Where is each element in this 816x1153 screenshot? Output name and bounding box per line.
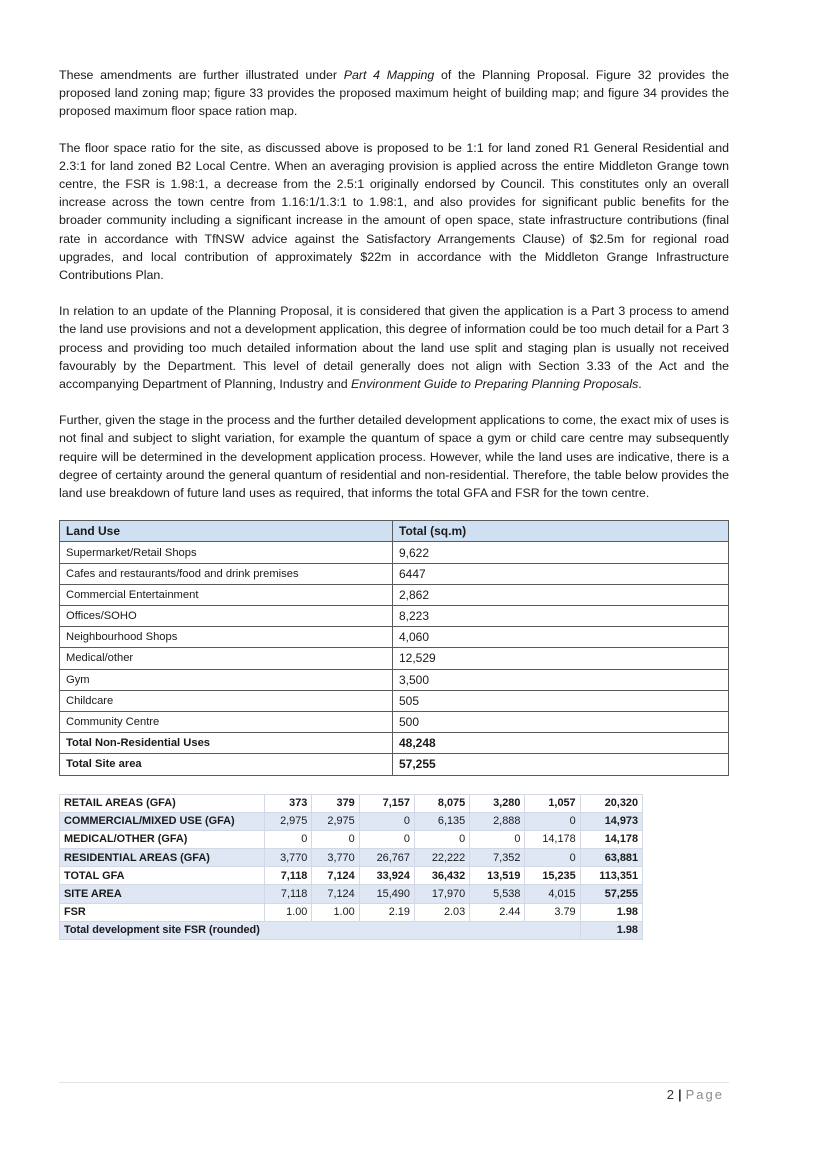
total-cell: 8,223 — [393, 606, 729, 627]
table-row-total-gfa — [60, 867, 643, 885]
footer-divider — [59, 1082, 729, 1083]
total-cell: 48,248 — [393, 733, 729, 754]
total-cell: 1.98 — [580, 903, 642, 921]
total-cell: 3,500 — [393, 669, 729, 690]
land-use-cell: Supermarket/Retail Shops — [60, 542, 393, 563]
paragraph-mapping-reference — [59, 66, 729, 121]
table-row — [60, 627, 729, 648]
total-cell: 9,622 — [393, 542, 729, 563]
value-cell: 8,075 — [414, 794, 469, 812]
value-cell: 36,432 — [414, 867, 469, 885]
value-cell: 3,770 — [265, 849, 312, 867]
table-row-site-area — [60, 885, 643, 903]
value-cell: 0 — [359, 812, 414, 830]
value-cell: 373 — [265, 794, 312, 812]
total-cell: 4,060 — [393, 627, 729, 648]
total-cell: 57,255 — [393, 754, 729, 775]
paragraph-emphasis: Part 4 Mapping — [343, 68, 435, 82]
total-cell: 12,529 — [393, 648, 729, 669]
value-cell: 0 — [265, 830, 312, 848]
table-row — [60, 648, 729, 669]
value-cell: 2,975 — [312, 812, 359, 830]
total-cell: 505 — [393, 690, 729, 711]
value-cell: 0 — [414, 830, 469, 848]
page-footer — [667, 1087, 724, 1102]
total-cell: 14,178 — [580, 830, 642, 848]
value-cell: 7,124 — [312, 885, 359, 903]
page-word: Page — [685, 1087, 724, 1102]
total-cell: 2,862 — [393, 584, 729, 605]
value-cell: 15,235 — [525, 867, 580, 885]
value-cell: 2.19 — [359, 903, 414, 921]
table-row — [60, 563, 729, 584]
table-row — [60, 690, 729, 711]
gfa-table — [59, 794, 643, 941]
paragraph-planning-proposal-update — [59, 302, 729, 393]
total-cell: 113,351 — [580, 867, 642, 885]
value-cell: 14,178 — [525, 830, 580, 848]
value-cell: 7,352 — [470, 849, 525, 867]
land-use-cell: Cafes and restaurants/food and drink premises — [60, 563, 393, 584]
table-header-row — [60, 521, 729, 542]
value-cell: 1,057 — [525, 794, 580, 812]
column-header-land-use: Land Use — [60, 521, 393, 542]
paragraph-floor-space-ratio: The floor space ratio for the site, as discussed above is proposed to be 1:1 for land zoned R1 General Residential and 2.3:1 for land zoned B2 Local Centre. When an averaging provision is applied across the entire Middleton Grange town centre, the FSR is 1.98:1, a decrease from the 2.5:1 originally endorsed by Council. This constitutes only an overall increase across the town centre from 1.16:1/1.3:1 to 1.98:1, and also provides for significant public benefits for the broader community including a significant increase in the amount of open space, state infrastructure contributions (final rate in accordance with TfNSW advice against the Satisfactory Arrangements Clause) of $2.5m for regional road upgrades, and local contribution of approximately $22m in accordance with the Middleton Grange Infrastructure Contributions Plan. — [59, 140, 729, 283]
paragraph-text: These amendments are further illustrated under — [59, 68, 344, 82]
table-row-residential — [60, 849, 643, 867]
total-cell: 500 — [393, 711, 729, 732]
value-cell: 0 — [359, 830, 414, 848]
paragraph-land-use-mix: Further, given the stage in the process and the further detailed development applications to come, the exact mix of uses is not final and subject to slight variation, for example the quantum of space a gym or child care centre may subsequently require will be determined in the development application process. However, while the land uses are indicative, there is a degree of certainty around the general quantum of residential and non-residential. Therefore, the table below provides the land use breakdown of future land uses as required, that informs the total GFA and FSR for the town centre. — [59, 413, 729, 501]
value-cell: 7,118 — [265, 867, 312, 885]
value-cell: 2,975 — [265, 812, 312, 830]
total-cell: 20,320 — [580, 794, 642, 812]
value-cell: 15,490 — [359, 885, 414, 903]
row-label: RESIDENTIAL AREAS (GFA) — [60, 849, 265, 867]
table-row-commercial — [60, 812, 643, 830]
row-label: SITE AREA — [60, 885, 265, 903]
land-use-cell: Medical/other — [60, 648, 393, 669]
value-cell: 3.79 — [525, 903, 580, 921]
land-use-cell: Offices/SOHO — [60, 606, 393, 627]
row-label: MEDICAL/OTHER (GFA) — [60, 830, 265, 848]
column-header-total: Total (sq.m) — [393, 521, 729, 542]
summary-label: Total development site FSR (rounded) — [60, 921, 581, 939]
total-cell: 57,255 — [580, 885, 642, 903]
land-use-cell: Total Site area — [60, 754, 393, 775]
row-label: COMMERCIAL/MIXED USE (GFA) — [60, 812, 265, 830]
table-row — [60, 669, 729, 690]
value-cell: 3,280 — [470, 794, 525, 812]
value-cell: 13,519 — [470, 867, 525, 885]
land-use-cell: Gym — [60, 669, 393, 690]
paragraph-text: of the Planning Proposal. Figure 32 provides the proposed land zoning map; figure 33 provides the proposed maximum height of building map; and figure 34 provides the proposed maximum floor space ration map. — [59, 68, 729, 119]
row-label: TOTAL GFA — [60, 867, 265, 885]
value-cell: 7,124 — [312, 867, 359, 885]
value-cell: 2.44 — [470, 903, 525, 921]
land-use-cell: Community Centre — [60, 711, 393, 732]
table-row-total-site-area — [60, 754, 729, 775]
land-use-cell: Neighbourhood Shops — [60, 627, 393, 648]
table-row-total-non-residential — [60, 733, 729, 754]
value-cell: 0 — [470, 830, 525, 848]
paragraph-text: . — [638, 377, 642, 392]
value-cell: 7,157 — [359, 794, 414, 812]
value-cell: 7,118 — [265, 885, 312, 903]
row-label: RETAIL AREAS (GFA) — [60, 794, 265, 812]
value-cell: 33,924 — [359, 867, 414, 885]
value-cell: 26,767 — [359, 849, 414, 867]
total-cell: 14,973 — [580, 812, 642, 830]
value-cell: 1.00 — [265, 903, 312, 921]
value-cell: 22,222 — [414, 849, 469, 867]
footer-separator: | — [677, 1087, 682, 1102]
value-cell: 2.03 — [414, 903, 469, 921]
value-cell: 379 — [312, 794, 359, 812]
value-cell: 0 — [312, 830, 359, 848]
land-use-table — [59, 520, 729, 775]
table-row-total-fsr — [60, 921, 643, 939]
land-use-cell: Childcare — [60, 690, 393, 711]
table-row — [60, 584, 729, 605]
value-cell: 4,015 — [525, 885, 580, 903]
value-cell: 1.00 — [312, 903, 359, 921]
table-row-medical — [60, 830, 643, 848]
paragraph-text: In relation to an update of the Planning Proposal, it is considered that given the application is a Part 3 process to amend the land use provisions and not a development application, this degree of information could be too much detail for a Part 3 process and providing too much detailed information about the land use split and staging plan is usually not received favourably by the Department. This level of detail generally does not align with Section 3.33 of the Act and the accompanying Department of Planning, Industry and — [59, 304, 729, 392]
value-cell: 5,538 — [470, 885, 525, 903]
land-use-cell: Commercial Entertainment — [60, 584, 393, 605]
total-cell: 63,881 — [580, 849, 642, 867]
table-row-retail — [60, 794, 643, 812]
value-cell: 0 — [525, 812, 580, 830]
value-cell: 2,888 — [470, 812, 525, 830]
page-content — [59, 66, 729, 940]
value-cell: 0 — [525, 849, 580, 867]
total-cell: 6447 — [393, 563, 729, 584]
value-cell: 17,970 — [414, 885, 469, 903]
page-number: 2 — [666, 1087, 674, 1102]
value-cell: 3,770 — [312, 849, 359, 867]
table-row-fsr — [60, 903, 643, 921]
summary-value: 1.98 — [580, 921, 642, 939]
land-use-cell: Total Non-Residential Uses — [60, 733, 393, 754]
paragraph-emphasis: Environment Guide to Preparing Planning Proposals — [351, 377, 639, 392]
row-label: FSR — [60, 903, 265, 921]
value-cell: 6,135 — [414, 812, 469, 830]
table-row — [60, 711, 729, 732]
table-row — [60, 542, 729, 563]
table-row — [60, 606, 729, 627]
